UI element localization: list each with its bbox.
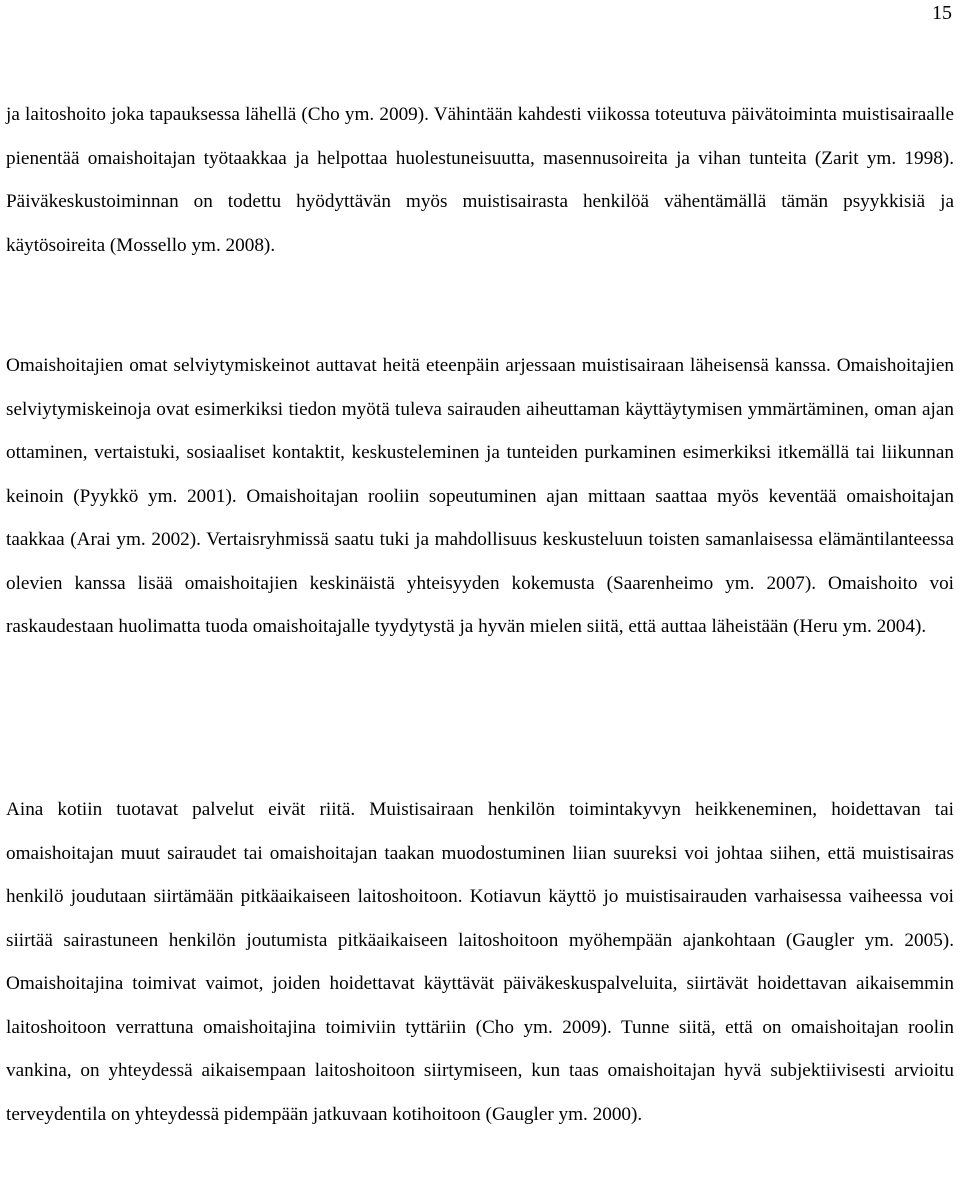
body-paragraph-3 [6, 788, 954, 1136]
paragraph-text: Aina kotiin tuotavat palvelut eivät riitä. Muistisairaan henkilön toimintakyvyn heikkeneminen, hoidettavan tai omaishoitajan muut sairaudet tai omaishoitajan taakan muodostuminen liian suureksi voi johtaa siihen, että muistisairas henkilö joudutaan siirtämään pitkäaikaiseen laitoshoitoon. Kotiavun käyttö jo muistisairauden varhaisessa vaiheessa voi siirtää sairastuneen henkilön joutumista pitkäaikaiseen laitoshoitoon myöhempään ajankohtaan (Gaugler ym. 2005). Omaishoitajina toimivat vaimot, joiden hoidettavat käyttävät päiväkeskuspalveluita, siirtävät hoidettavan aikaisemmin laitoshoitoon verrattuna omaishoitajina toimiviin tyttäriin (Cho ym. 2009). Tunne siitä, että on omaishoitajan roolin vankina, on yhteydessä aikaisempaan laitoshoitoon siirtymiseen, kun taas omaishoitajan hyvä subjektiivisesti arvioitu terveydentila on yhteydessä pidempään jatkuvaan kotihoitoon (Gaugler ym. 2000). [6, 799, 954, 1125]
paragraph-text: Omaishoitajien omat selviytymiskeinot auttavat heitä eteenpäin arjessaan muistisairaan läheisensä kanssa. Omaishoitajien selviytymiskeinoja ovat esimerkiksi tiedon myötä tuleva sairauden aiheuttaman käyttäytymisen ymmärtäminen, oman ajan ottaminen, vertaistuki, sosiaaliset kontaktit, keskusteleminen ja tunteiden purkaminen esimerkiksi itkemällä tai liikunnan keinoin (Pyykkö ym. 2001). Omaishoitajan rooliin sopeutuminen ajan mittaan saattaa myös keventää omaishoitajan taakkaa (Arai ym. 2002). Vertaisryhmissä saatu tuki ja mahdollisuus keskusteluun toisten samanlaisessa elämäntilanteessa olevien kanssa lisää omaishoitajien keskinäistä yhteisyyden kokemusta (Saarenheimo ym. 2007). Omaishoito voi raskaudestaan huolimatta tuoda omaishoitajalle tyydytystä ja hyvän mielen siitä, että auttaa läheistään (Heru ym. 2004). [6, 355, 954, 637]
body-paragraph-2 [6, 344, 954, 649]
paragraph-text: ja laitoshoito joka tapauksessa lähellä (Cho ym. 2009). Vähintään kahdesti viikossa toteutuva päivätoiminta muistisairaalle pienentää omaishoitajan työtaakkaa ja helpottaa huolestuneisuutta, masennusoireita ja vihan tunteita (Zarit ym. 1998). Päiväkeskustoiminnan on todettu hyödyttävän myös muistisairasta henkilöä vähentämällä tämän psyykkisiä ja käytösoireita (Mossello ym. 2008). [6, 104, 954, 256]
page-number: 15 [932, 2, 952, 24]
body-paragraph-1 [6, 93, 954, 267]
